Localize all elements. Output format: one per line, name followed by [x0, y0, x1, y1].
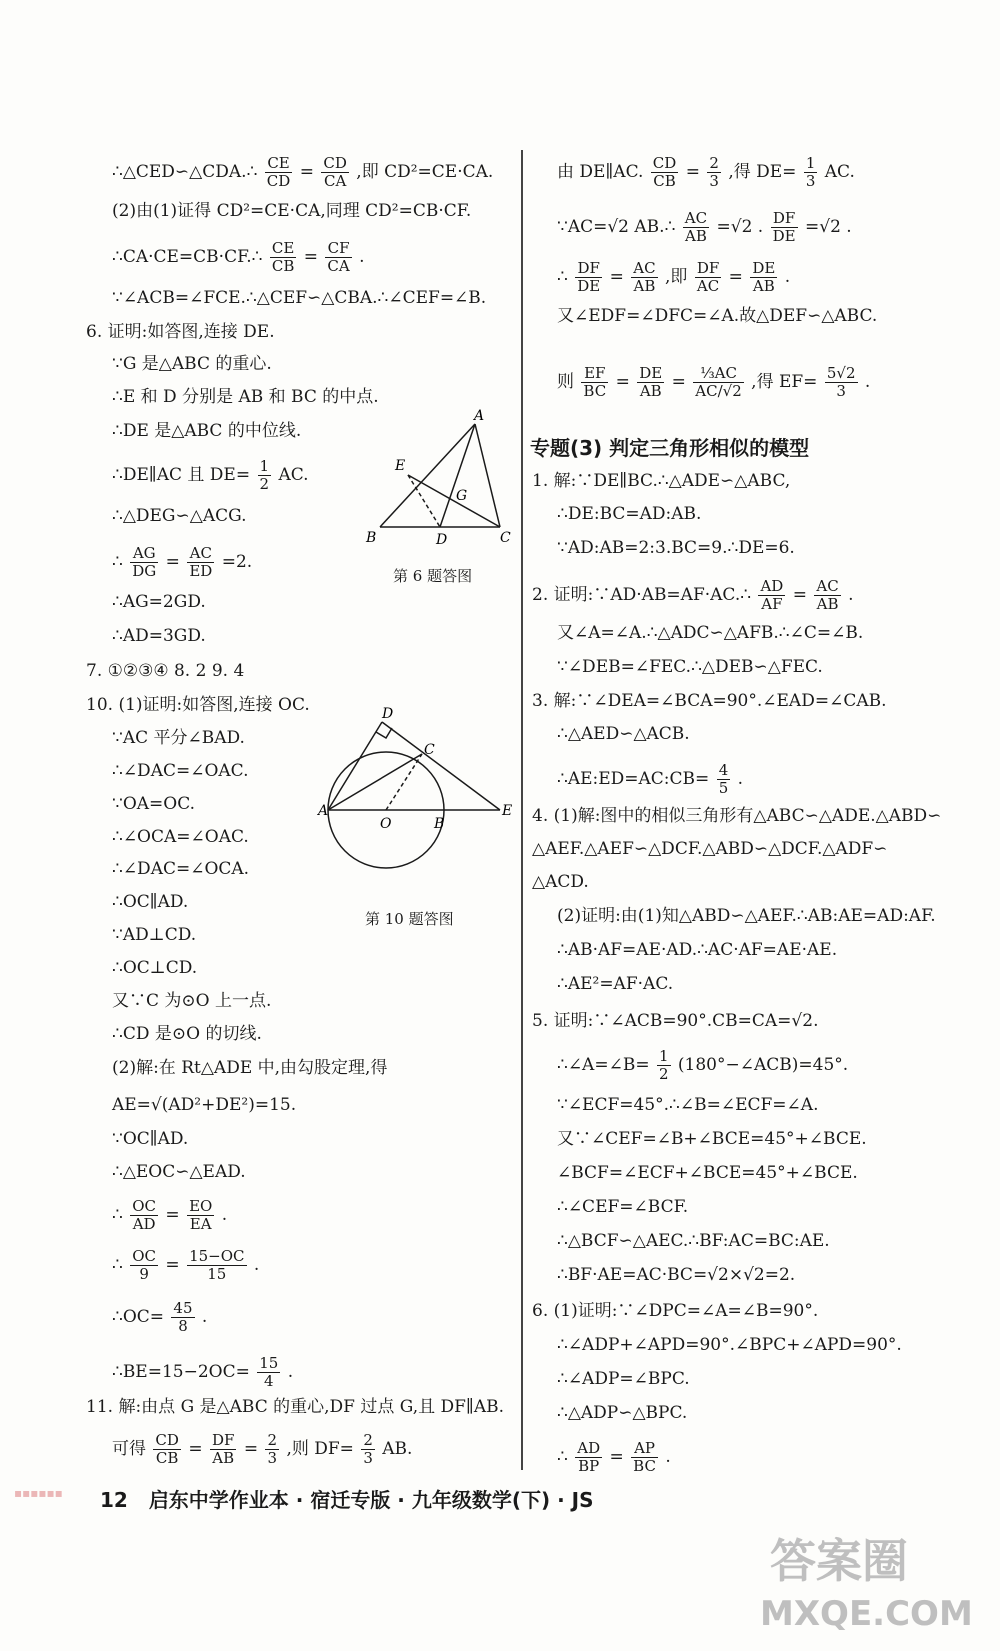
numerator: AC: [187, 545, 214, 563]
denominator: 3: [836, 382, 846, 400]
line: 又∵∠CEF=∠B+∠BCE=45°+∠BCE.: [557, 1129, 867, 1149]
denominator: 2: [658, 1065, 669, 1083]
figure-6-diagram: [360, 410, 520, 550]
text: =: [165, 1255, 180, 1275]
line: ∴△EOC∽△EAD.: [112, 1162, 246, 1182]
figure-10-diagram: [318, 706, 518, 888]
line: AE=√(AD²+DE²)=15.: [112, 1095, 297, 1115]
column-divider: [521, 150, 523, 1470]
line: 又∵C 为⊙O 上一点.: [112, 991, 272, 1011]
text: =: [303, 247, 319, 267]
numerator: 2: [363, 1431, 373, 1449]
watermark-logo: [750, 1517, 980, 1637]
fraction: [325, 240, 351, 275]
denominator: BC: [633, 1457, 656, 1475]
line: ∴∠OCA=∠OAC.: [112, 827, 249, 847]
text: .: [784, 267, 791, 287]
label-d: D: [436, 532, 448, 548]
fraction: [265, 1432, 279, 1467]
fraction: [575, 1440, 602, 1475]
text: 由 DE∥AC.: [557, 162, 644, 182]
line: [112, 545, 252, 580]
median-ad: [440, 424, 475, 527]
text: =2.: [221, 552, 253, 572]
line: [112, 1432, 412, 1467]
label-a: A: [318, 803, 329, 819]
text: .: [221, 1205, 228, 1225]
fraction: [130, 545, 158, 580]
text: ∴AE:ED=AC:CB=: [557, 769, 710, 789]
label-e: E: [502, 803, 513, 819]
line: 1. 解:∵DE∥BC.∴△ADE∽△ABC,: [532, 471, 791, 491]
text: ,则 DF=: [286, 1439, 354, 1459]
text: 则: [557, 372, 574, 392]
numerator: CE: [265, 155, 293, 173]
label-b: B: [434, 816, 445, 832]
text: ∴: [557, 267, 568, 287]
denominator: AB: [752, 277, 775, 295]
numerator: CE: [270, 240, 297, 258]
text: =: [243, 1439, 259, 1459]
fraction: [717, 762, 731, 797]
line: 11. 解:由点 G 是△ABC 的重心,DF 过点 G,且 DF∥AB.: [86, 1397, 504, 1417]
denominator: CB: [155, 1449, 179, 1467]
fraction: [187, 1248, 246, 1283]
numerator: AG: [130, 545, 158, 563]
denominator: CB: [271, 257, 295, 275]
numerator: DE: [639, 364, 663, 382]
text: .: [287, 1362, 294, 1382]
page-footer: [100, 1484, 594, 1513]
fraction: [631, 260, 657, 295]
text: ∴BE=15−2OC=: [112, 1362, 250, 1382]
right-angle-mark: [376, 728, 392, 738]
numerator: AD: [577, 1439, 601, 1457]
text: =: [728, 267, 743, 287]
line: [112, 458, 309, 493]
line: ∴△ADP∽△BPC.: [557, 1403, 688, 1423]
numerator: 15−OC: [189, 1247, 245, 1265]
numerator: ⅓AC: [693, 365, 743, 383]
stamp-mark: ▪▪▪▪▪▪: [14, 1486, 63, 1500]
fraction: [130, 1198, 158, 1233]
line: ∴∠ADP+∠APD=90°.∠BPC+∠APD=90°.: [557, 1335, 902, 1355]
fraction: [804, 155, 818, 190]
radius-oc: [386, 754, 422, 810]
tangent-de: [382, 722, 500, 810]
line: ∵∠ECF=45°.∴∠B=∠ECF=∠A.: [557, 1095, 819, 1115]
text: AC.: [278, 465, 309, 485]
line: [557, 260, 790, 295]
numerator: 4: [718, 761, 729, 779]
text: .: [864, 372, 871, 392]
numerator: AC: [633, 259, 656, 277]
denominator: 3: [267, 1449, 278, 1467]
numerator: DF: [575, 260, 602, 278]
line: ∴AG=2GD.: [112, 592, 206, 612]
label-g: G: [456, 488, 468, 504]
numerator: EF: [581, 365, 608, 383]
numerator: 1: [805, 154, 816, 172]
text: ,得 EF=: [751, 372, 818, 392]
denominator: AF: [761, 595, 783, 613]
text: .: [848, 585, 854, 605]
line: ∵OC∥AD.: [112, 1129, 189, 1149]
denominator: AC: [696, 277, 720, 295]
numerator: CD: [652, 154, 677, 172]
page-number: 12: [100, 1488, 128, 1512]
line: ∴DE:BC=AD:AB.: [557, 504, 702, 524]
line: △AEF.△AEF∽△DCF.△ABD∽△DCF.△ADF∽: [532, 839, 888, 859]
line: [557, 155, 855, 190]
text: AB.: [382, 1439, 413, 1459]
text: (180°−∠ACB)=45°.: [677, 1055, 849, 1075]
fraction: [575, 260, 602, 295]
fraction: [270, 240, 297, 275]
line: ∴AD=3GD.: [112, 626, 206, 646]
line: ∵AC 平分∠BAD.: [112, 728, 245, 748]
denominator: AB: [633, 277, 656, 295]
numerator: DF: [696, 259, 720, 277]
numerator: 2: [709, 154, 719, 172]
denominator: 2: [259, 475, 270, 493]
numerator: OC: [132, 1247, 157, 1265]
line: (2)由(1)证得 CD²=CE·CA,同理 CD²=CB·CF.: [112, 201, 472, 221]
denominator: AB: [816, 595, 839, 613]
line: ∴AB·AF=AE·AD.∴AC·AF=AE·AE.: [557, 940, 838, 960]
numerator: 5√2: [826, 364, 856, 382]
line: 5. 证明:∵∠ACB=90°.CB=CA=√2.: [532, 1011, 819, 1031]
fraction: [581, 365, 608, 400]
fraction: [750, 260, 777, 295]
line: ∴∠DAC=∠OAC.: [112, 761, 249, 781]
fraction: [187, 545, 214, 580]
label-e: E: [395, 458, 406, 474]
text: .: [359, 247, 365, 267]
denominator: DG: [132, 562, 157, 580]
text: .: [665, 1447, 671, 1467]
denominator: 4: [264, 1372, 274, 1390]
segment-ac: [475, 424, 500, 527]
denominator: 8: [178, 1317, 188, 1335]
fraction: [758, 578, 785, 613]
denominator: AC/√2: [695, 382, 742, 400]
line: ∴OC∥AD.: [112, 892, 189, 912]
numerator: DF: [211, 1431, 235, 1449]
text: ∴: [557, 1447, 568, 1467]
line: [557, 1048, 848, 1083]
fraction: [171, 1300, 194, 1335]
text: ,即: [665, 267, 688, 287]
line: 4. (1)解:图中的相似三角形有△ABC∽△ADE.△ABD∽: [532, 806, 942, 826]
line: ∴E 和 D 分别是 AB 和 BC 的中点.: [112, 387, 379, 407]
line: 又∠A=∠A.∴△ADC∽△AFB.∴∠C=∠B.: [557, 623, 864, 643]
denominator: CA: [327, 257, 350, 275]
denominator: 3: [709, 172, 719, 190]
text: ∴∠A=∠B=: [557, 1055, 650, 1075]
label-a: A: [474, 408, 485, 424]
numerator: 1: [259, 457, 270, 475]
numerator: AP: [631, 1440, 658, 1458]
text: =: [165, 1205, 180, 1225]
fraction: [321, 155, 349, 190]
numerator: DE: [752, 259, 776, 277]
segment-ac: [328, 754, 422, 810]
footer-title: 启东中学作业本 · 宿迁专版 · 九年级数学(下) · JS: [148, 1488, 594, 1512]
line: ∵AD:AB=2:3.BC=9.∴DE=6.: [557, 538, 795, 558]
denominator: CD: [266, 172, 291, 190]
line: ∴∠CEF=∠BCF.: [557, 1197, 689, 1217]
text: ∴OC=: [112, 1307, 165, 1327]
line: 6. (1)证明:∵∠DPC=∠A=∠B=90°.: [532, 1301, 819, 1321]
text: =: [615, 372, 630, 392]
line: ∴△DEG∽△ACG.: [112, 506, 247, 526]
median-ce: [408, 475, 500, 527]
numerator: AC: [816, 577, 839, 595]
numerator: DF: [771, 210, 798, 228]
fraction: [651, 155, 679, 190]
line: ∴OC⊥CD.: [112, 958, 198, 978]
numerator: CD: [323, 154, 347, 172]
line: ∴∠ADP=∠BPC.: [557, 1369, 690, 1389]
denominator: CA: [323, 172, 347, 190]
line: [557, 210, 852, 245]
line: [557, 762, 743, 797]
numerator: 45: [173, 1299, 193, 1317]
line: [557, 365, 870, 400]
line: ∠BCF=∠ECF+∠BCE=45°+∠BCE.: [557, 1163, 858, 1183]
text: ,得 DE=: [728, 162, 797, 182]
numerator: AC: [684, 209, 708, 227]
segment-ad: [328, 722, 382, 810]
line: (2)解:在 Rt△ADE 中,由勾股定理,得: [112, 1058, 388, 1078]
text: =: [685, 162, 700, 182]
text: =: [609, 1447, 624, 1467]
text: AC.: [824, 162, 855, 182]
line: 10. (1)证明:如答图,连接 OC.: [86, 695, 310, 715]
denominator: BC: [583, 382, 607, 400]
fraction: [637, 365, 664, 400]
label-c: C: [500, 530, 511, 546]
text: ∴△CED∽△CDA.∴: [112, 162, 258, 182]
denominator: BP: [578, 1457, 600, 1475]
denominator: 9: [139, 1265, 149, 1283]
line: [532, 578, 854, 613]
denominator: AB: [639, 382, 662, 400]
text: =√2 .: [716, 217, 764, 237]
fraction: [265, 155, 293, 190]
denominator: 5: [718, 779, 729, 797]
denominator: AB: [212, 1449, 235, 1467]
fraction: [210, 1432, 236, 1467]
denominator: DE: [772, 227, 796, 245]
text: 可得: [112, 1439, 146, 1459]
text: 2. 证明:∵AD·AB=AF·AC.∴: [532, 585, 752, 605]
text: =√2 .: [805, 217, 852, 237]
line: [557, 1440, 671, 1475]
line: 6. 证明:如答图,连接 DE.: [86, 322, 275, 342]
label-c: C: [424, 742, 435, 758]
line: ∴△BCF∽△AEC.∴BF:AC=BC:AE.: [557, 1231, 830, 1251]
line: △ACD.: [532, 872, 589, 892]
segment-de: [408, 475, 440, 527]
denominator: 15: [207, 1265, 227, 1283]
line: ∴DE 是△ABC 的中位线.: [112, 421, 302, 441]
watermark-bottom: MXQE.COM: [760, 1594, 973, 1634]
denominator: DE: [577, 277, 601, 295]
fraction: [814, 578, 840, 613]
label-d: D: [382, 706, 394, 722]
segment-ab: [380, 424, 475, 527]
line: ∵AD⊥CD.: [112, 925, 197, 945]
text: ∴DE∥AC 且 DE=: [112, 465, 251, 485]
figure-10-caption: 第 10 题答图: [365, 910, 454, 928]
numerator: 2: [267, 1431, 278, 1449]
line: ∴AE²=AF·AC.: [557, 974, 674, 994]
line: ∵∠DEB=∠FEC.∴△DEB∽△FEC.: [557, 657, 823, 677]
watermark-top: 答案圈: [770, 1534, 908, 1588]
numerator: AD: [760, 577, 784, 595]
text: ∵AC=√2 AB.∴: [557, 217, 676, 237]
line: ∵OA=OC.: [112, 794, 196, 814]
fraction: [707, 155, 721, 190]
line: [112, 1198, 227, 1233]
line: ∵∠ACB=∠FCE.∴△CEF∽△CBA.∴∠CEF=∠B.: [112, 288, 487, 308]
text: .: [201, 1307, 208, 1327]
line: [112, 1248, 259, 1283]
numerator: 15: [259, 1354, 279, 1372]
fraction: [695, 260, 721, 295]
line: ∵G 是△ABC 的重心.: [112, 354, 272, 374]
line: 又∠EDF=∠DFC=∠A.故△DEF∽△ABC.: [557, 306, 878, 326]
fraction: [187, 1198, 214, 1233]
fraction: [825, 365, 858, 400]
fraction: [693, 365, 743, 400]
text: =: [165, 552, 180, 572]
numerator: CF: [325, 240, 351, 258]
fraction: [657, 1048, 671, 1083]
label-o: O: [380, 816, 392, 832]
denominator: ED: [189, 562, 213, 580]
denominator: AB: [685, 227, 707, 245]
line: [112, 155, 493, 190]
fraction: [258, 458, 272, 493]
line: ∴CD 是⊙O 的切线.: [112, 1024, 262, 1044]
text: ,即 CD²=CE·CA.: [356, 162, 494, 182]
text: =: [299, 162, 314, 182]
text: ∴: [112, 552, 123, 572]
text: ∴CA·CE=CB·CF.∴: [112, 247, 263, 267]
denominator: AD: [132, 1215, 156, 1233]
fraction: [771, 210, 798, 245]
text: .: [737, 769, 744, 789]
line: ∴∠DAC=∠OCA.: [112, 859, 250, 879]
numerator: CD: [155, 1431, 179, 1449]
text: =: [609, 267, 624, 287]
fraction: [153, 1432, 181, 1467]
denominator: EA: [189, 1215, 212, 1233]
line: [112, 1355, 293, 1390]
denominator: CB: [653, 172, 676, 190]
text: =: [188, 1439, 203, 1459]
line: 7. ①②③④ 8. 2 9. 4: [86, 661, 245, 681]
fraction: [130, 1248, 158, 1283]
text: ∴: [112, 1205, 123, 1225]
line: ∴BF·AE=AC·BC=√2×√2=2.: [557, 1265, 796, 1285]
figure-6-caption: 第 6 题答图: [393, 567, 473, 585]
line: [112, 1300, 207, 1335]
text: =: [792, 585, 807, 605]
text: .: [253, 1255, 260, 1275]
line: ∴△AED∽△ACB.: [557, 724, 690, 744]
line: 3. 解:∵∠DEA=∠BCA=90°.∠EAD=∠CAB.: [532, 691, 887, 711]
text: ∴: [112, 1255, 123, 1275]
numerator: EO: [189, 1197, 213, 1215]
denominator: 3: [805, 172, 816, 190]
label-b: B: [366, 530, 377, 546]
fraction: [631, 1440, 658, 1475]
fraction: [683, 210, 709, 245]
fraction: [257, 1355, 280, 1390]
numerator: 1: [658, 1047, 669, 1065]
line: [112, 240, 365, 275]
section-title: 专题(3) 判定三角形相似的模型: [530, 436, 810, 460]
line: (2)证明:由(1)知△ABD∽△AEF.∴AB:AE=AD:AF.: [557, 906, 936, 926]
numerator: OC: [132, 1197, 157, 1215]
text: =: [671, 372, 686, 392]
fraction: [361, 1432, 375, 1467]
denominator: 3: [363, 1449, 373, 1467]
